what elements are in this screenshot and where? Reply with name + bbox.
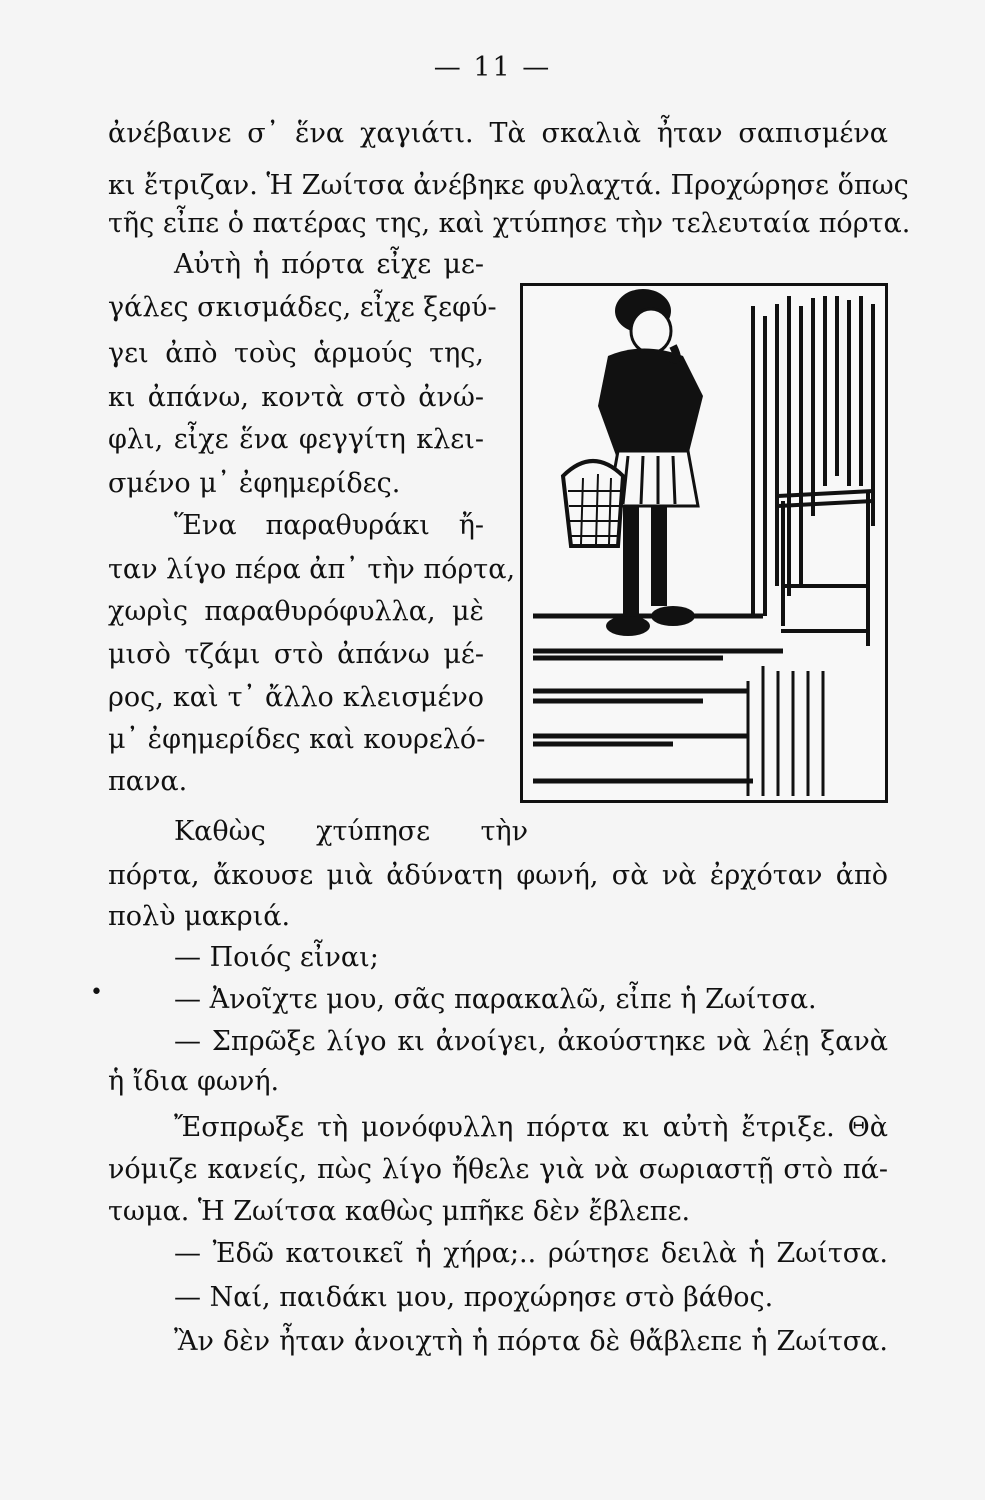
dialogue-line: — Ἐδῶ κατοικεῖ ἡ χήρα;.. ρώτησε δειλὰ ἡ Ζωίτσα. (174, 1238, 888, 1269)
text-line: σμένο μ᾿ ἐφημερίδες. (108, 468, 401, 499)
text-line: Ἕνα παραθυράκι ἤ- (174, 510, 484, 541)
text-line: πανα. (108, 766, 188, 797)
text-line: Ἂν δὲν ἦταν ἀνοιχτὴ ἡ πόρτα δὲ θἄβλεπε ἡ Ζωίτσα. (174, 1326, 888, 1357)
woodcut-drawing (523, 286, 885, 800)
text-line: Καθὼς χτύπησε τὴν (174, 816, 528, 847)
text-line: ταν λίγο πέρα ἀπ᾿ τὴν πόρτα, (108, 554, 516, 585)
text-line: πόρτα, ἄκουσε μιὰ ἀδύνατη φωνή, σὰ νὰ ἐρχόταν ἀπὸ (108, 860, 888, 891)
text-line: νόμιζε κανείς, πὼς λίγο ἤθελε γιὰ νὰ σωριαστῇ στὸ πά- (108, 1154, 888, 1185)
text-line: κι ἀπάνω, κοντὰ στὸ ἀνώ- (108, 382, 484, 413)
text-line: γάλες σκισμάδες, εἶχε ξεφύ- (108, 292, 497, 323)
dialogue-line: — Ποιός εἶναι; (174, 942, 379, 973)
stray-mark: • (90, 980, 103, 1005)
text-line: ἀνέβαινε σ᾿ ἕνα χαγιάτι. Τὰ σκαλιὰ ἦταν σαπισμένα (108, 118, 888, 149)
text-line: Αὐτὴ ἡ πόρτα εἶχε με- (174, 249, 484, 280)
text-line: ρος, καὶ τ᾿ ἄλλο κλεισμένο (108, 682, 484, 713)
dialogue-line: — Ναί, παιδάκι μου, προχώρησε στὸ βάθος. (174, 1282, 774, 1313)
page-number: — 11 — (433, 52, 552, 83)
text-line: μισὸ τζάμι στὸ ἀπάνω μέ- (108, 639, 484, 670)
text-line: τωμα. Ἡ Ζωίτσα καθὼς μπῆκε δὲν ἔβλεπε. (108, 1196, 691, 1227)
text-line: τῆς εἶπε ὁ πατέρας της, καὶ χτύπησε τὴν τελευταία πόρτα. (108, 208, 911, 239)
text-line: κι ἔτριζαν. Ἡ Ζωίτσα ἀνέβηκε φυλαχτά. Προχώρησε ὅπως (108, 170, 909, 201)
dialogue-line: — Σπρῶξε λίγο κι ἀνοίγει, ἀκούστηκε νὰ λέῃ ξανὰ (174, 1026, 888, 1057)
text-line: Ἔσπρωξε τὴ μονόφυλλη πόρτα κι αὐτὴ ἔτριξε. Θὰ (174, 1112, 888, 1143)
girl-with-basket-illustration (520, 283, 888, 803)
text-line: φλι, εἶχε ἕνα φεγγίτη κλει- (108, 424, 484, 455)
text-line: χωρὶς παραθυρόφυλλα, μὲ (108, 596, 484, 627)
text-line: μ᾿ ἐφημερίδες καὶ κουρελό- (108, 724, 486, 755)
text-line: πολὺ μακριά. (108, 901, 291, 932)
text-line: γει ἀπὸ τοὺς ἁρμούς της, (108, 338, 484, 369)
dialogue-line: — Ἀνοῖχτε μου, σᾶς παρακαλῶ, εἶπε ἡ Ζωίτσα. (174, 984, 817, 1015)
text-line: ἡ ἴδια φωνή. (108, 1066, 280, 1097)
